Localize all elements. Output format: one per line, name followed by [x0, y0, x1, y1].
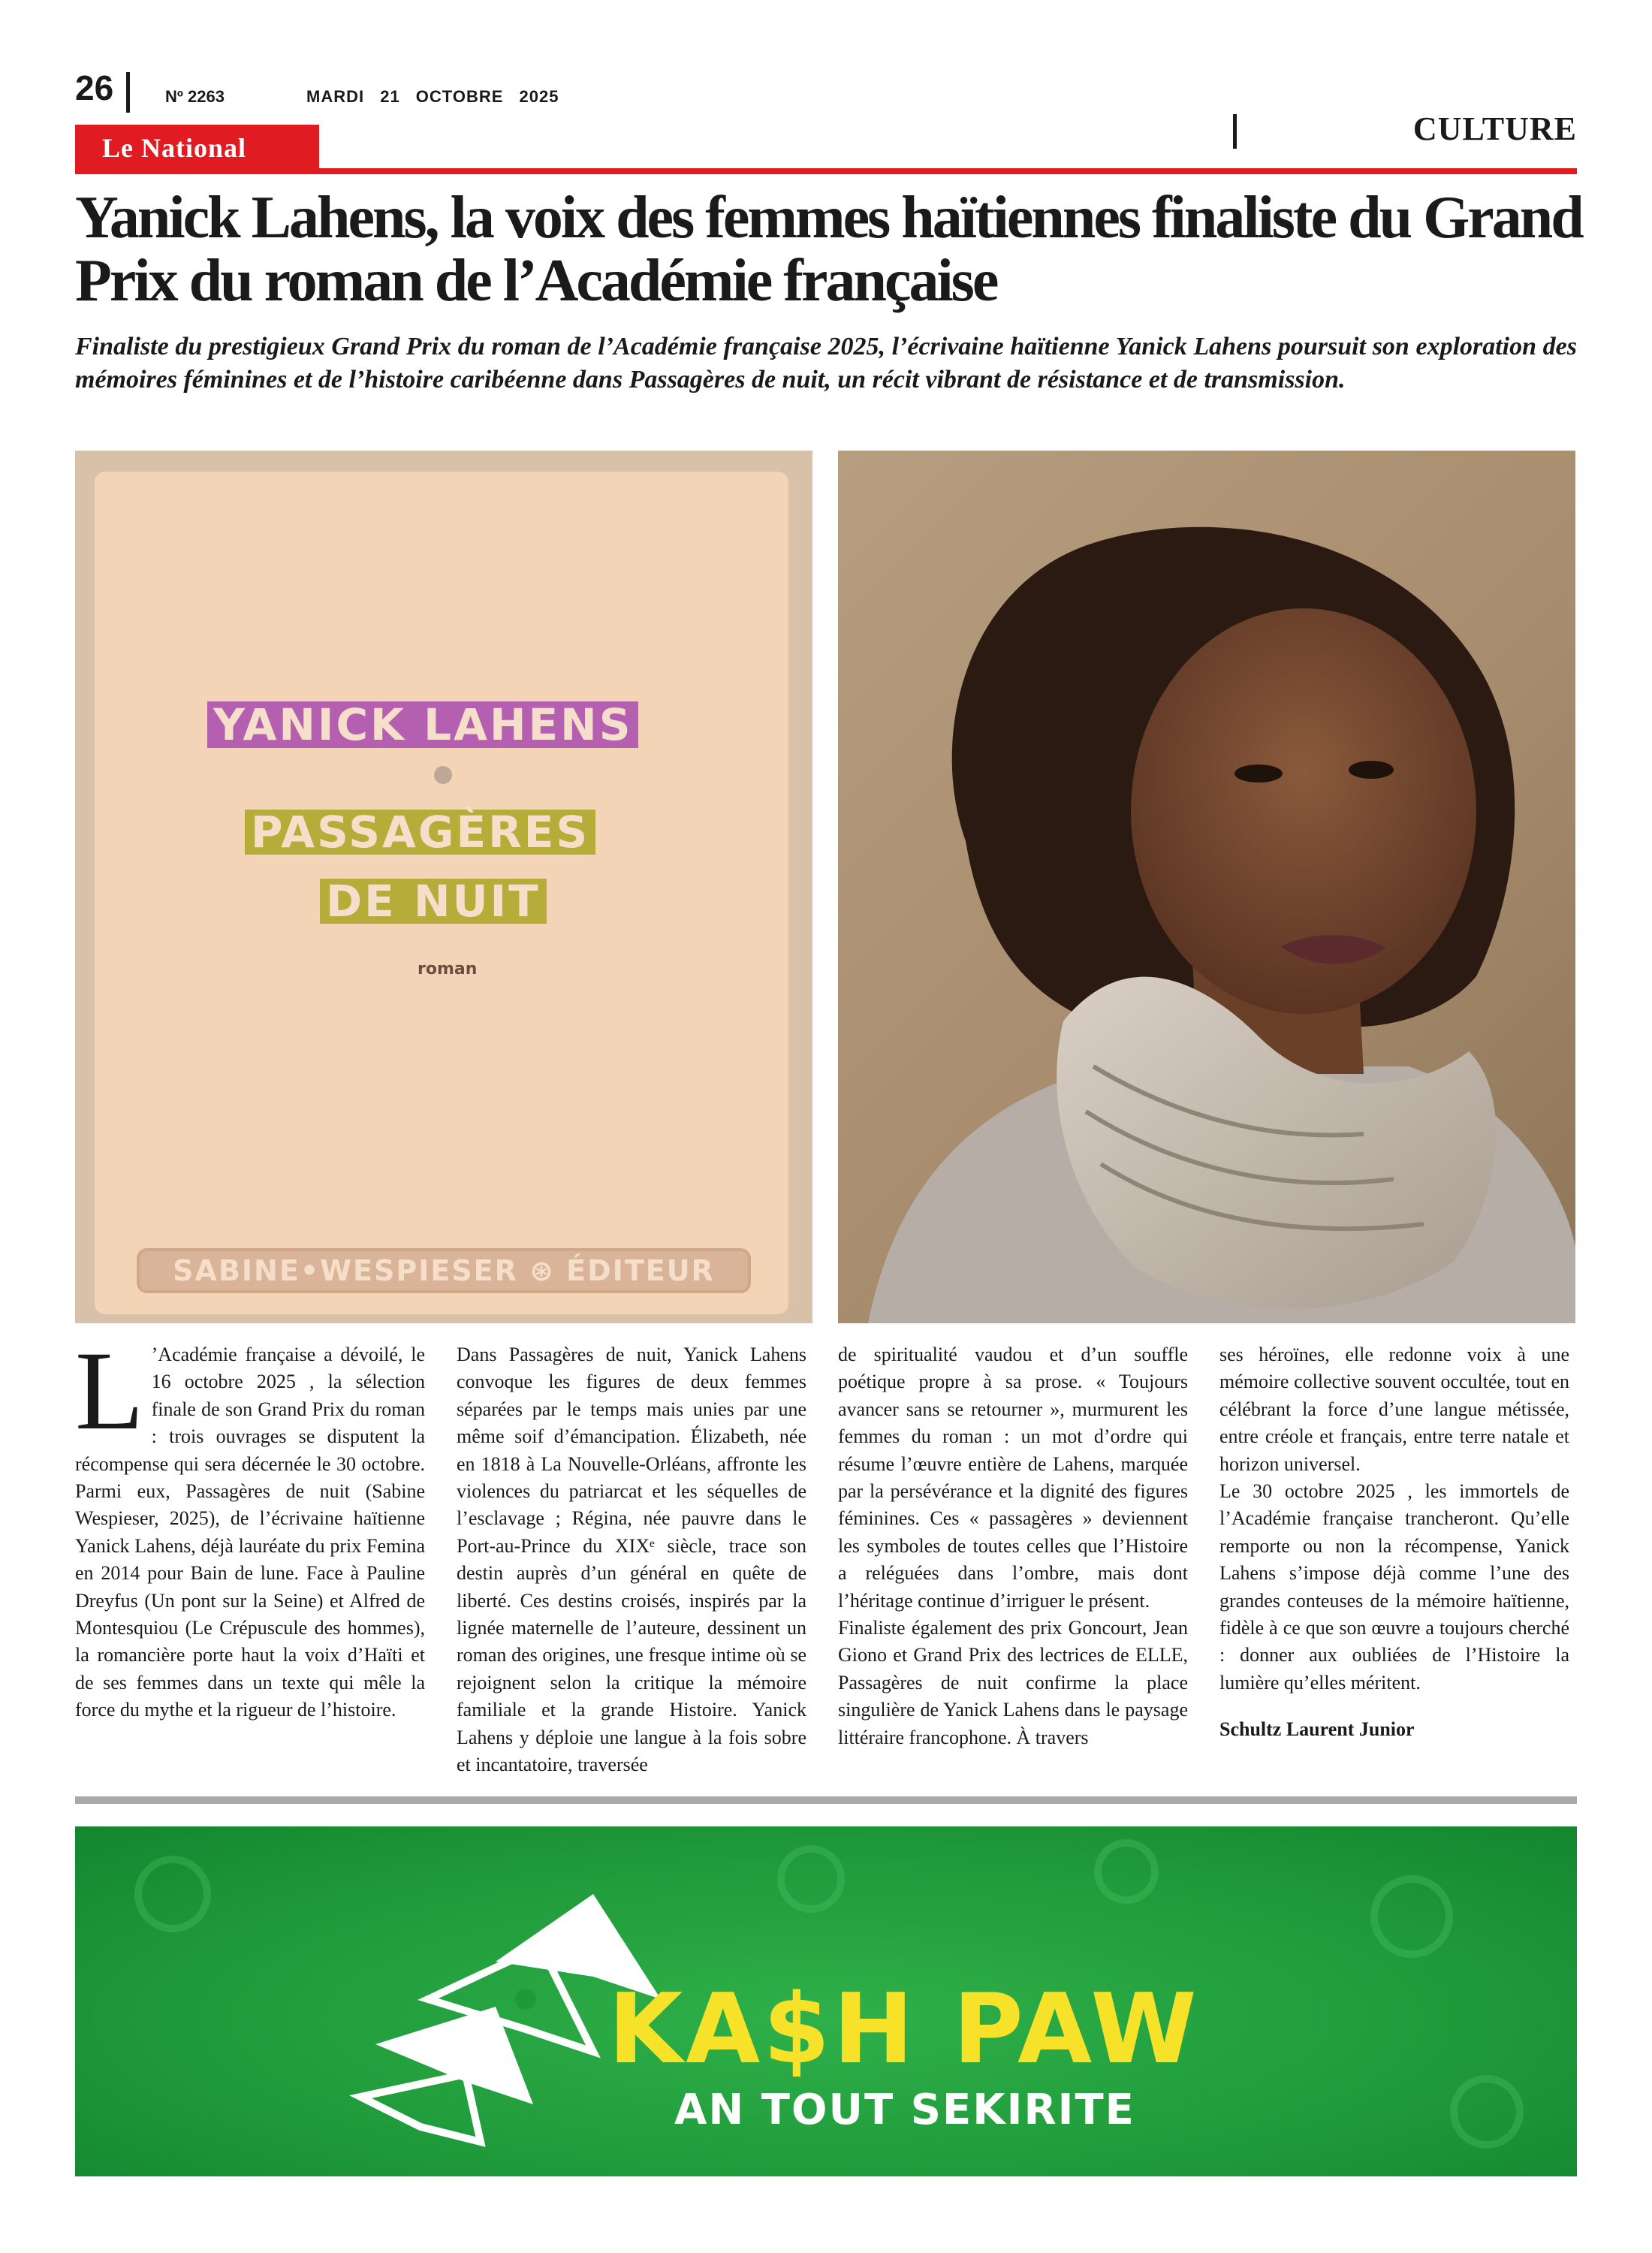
article-text: ’Académie française a dévoilé, le 16 octobre 2025 , la sélection finale de son Grand Prix du roman : trois ouvrages se disputent la récompense qui sera décernée le 30 octobre. Parmi eux, Passagères de nuit (Sabine Wespieser, 2025), de l’écrivaine haïtienne Yanick Lahens, déjà lauréate du prix Femina en 2014 pour Bain de lune. Face à Pauline Dreyfus (Un pont sur la Seine) et Alfred de Montesquiou (Le Crépuscule des hommes), la romancière porte haut la voix d’Haïti et de ses femmes dans un texte qui mêle la force du mythe et la rigueur de l’histoire. — [75, 1344, 425, 1721]
newspaper-brand: Le National — [102, 133, 247, 163]
article-paragraph — [75, 1329, 425, 1724]
article-column-1 — [75, 1329, 425, 1724]
ad-tagline: AN TOUT SEKIRITE — [674, 2086, 1135, 2134]
article-paragraph: ses héroïnes, elle redonne voix à une mémoire collective souvent occultée, tout en célébrant la force d’une langue métissée, entre créole et français, entre terre natale et horizon universel. — [1219, 1344, 1569, 1475]
ad-divider — [75, 1796, 1577, 1804]
issue-number: Nº 2263 — [165, 87, 225, 106]
kash-paw-advertisement[interactable] — [75, 1826, 1577, 2176]
header-divider — [126, 72, 130, 113]
article-paragraph: Le 30 octobre 2025 , les immortels de l’Académie française trancheront. Qu’elle remporte ou non la récompense, Yanick Lahens s’impose déjà comme l’une des grandes conteuses de la mémoire haïtienne, fidèle à ce que son œuvre a toujours cherché : donner aux oubliées de l’Histoire la lumière qu’elles méritent. — [1219, 1480, 1569, 1694]
cover-genre: roman — [418, 960, 478, 979]
author-portrait-photo — [838, 451, 1575, 1323]
article-column-2 — [457, 1341, 806, 1779]
cover-title-line2: DE NUIT — [320, 879, 547, 924]
section-divider — [1233, 114, 1237, 149]
cover-publisher: SABINE•WESPIESER ⊛ ÉDITEUR — [137, 1248, 751, 1293]
page-number: 26 — [75, 68, 114, 107]
cover-dot — [434, 766, 452, 784]
book-cover-image — [75, 451, 812, 1323]
section-label: CULTURE — [1412, 110, 1577, 147]
article-column-4 — [1219, 1341, 1569, 1744]
issue-date: MARDI 21 OCTOBRE 2025 — [306, 87, 559, 106]
drop-cap: L — [75, 1329, 144, 1453]
cover-author: YANICK LAHENS — [207, 701, 638, 748]
article-lede: Finaliste du prestigieux Grand Prix du roman de l’Académie française 2025, l’écrivaine haïtienne Yanick Lahens poursuit son exploration des mémoires féminines et de l’histoire caribéenne dans Passagères de nuit, un récit vibrant de résistance et de transmission. — [75, 333, 1577, 394]
portrait-illustration — [838, 451, 1575, 1323]
article-headline: Yanick Lahens, la voix des femmes haïtiennes finaliste du Grand Prix du roman de l’Académie française — [75, 185, 1582, 314]
ad-title: KA$H PAW — [608, 1974, 1200, 2086]
cover-title-line1: PASSAGÈRES — [245, 810, 595, 855]
article-column-3 — [838, 1341, 1188, 1751]
header-rule — [75, 168, 1577, 174]
article-paragraph: de spiritualité vaudou et d’un souffle poétique propre à sa prose. « Toujours avancer sans se retourner », murmurent les femmes du roman : un mot d’ordre qui résume l’œuvre entière de Lahens, marquée par la persévérance et la dignité des figures féminines. Ces « passagères » deviennent les symboles de toutes celles que l’Histoire a reléguées dans l’ombre, mais dont l’héritage continue d’irriguer le présent. — [838, 1344, 1188, 1612]
article-paragraph: Dans Passagères de nuit, Yanick Lahens convoque les figures de deux femmes séparées par le temps mais unies par une même soif d’émancipation. Élizabeth, née en 1818 à La Nouvelle-Orléans, affronte les violences du patriarcat et les séquelles de l’esclavage ; Régina, née pauvre dans le Port-au-Prince du XIXᵉ siècle, trace son destin auprès d’un général en quête de liberté. Ces destins croisés, inspirés par la lignée maternelle de l’auteure, dessinent un roman des origines, une fresque intime où se rejoignent selon la critique la mémoire familiale et la grande Histoire. Yanick Lahens y déploie une langue à la fois sobre et incantatoire, traversée — [457, 1344, 806, 1776]
article-byline: Schultz Laurent Junior — [1219, 1718, 1415, 1741]
book-cover-panel — [95, 472, 788, 1314]
article-paragraph: Finaliste également des prix Goncourt, Jean Giono et Grand Prix des lectrices de ELLE, Passagères de nuit confirme la place singulière de Yanick Lahens dans le paysage littéraire francophone. À travers — [838, 1617, 1188, 1748]
